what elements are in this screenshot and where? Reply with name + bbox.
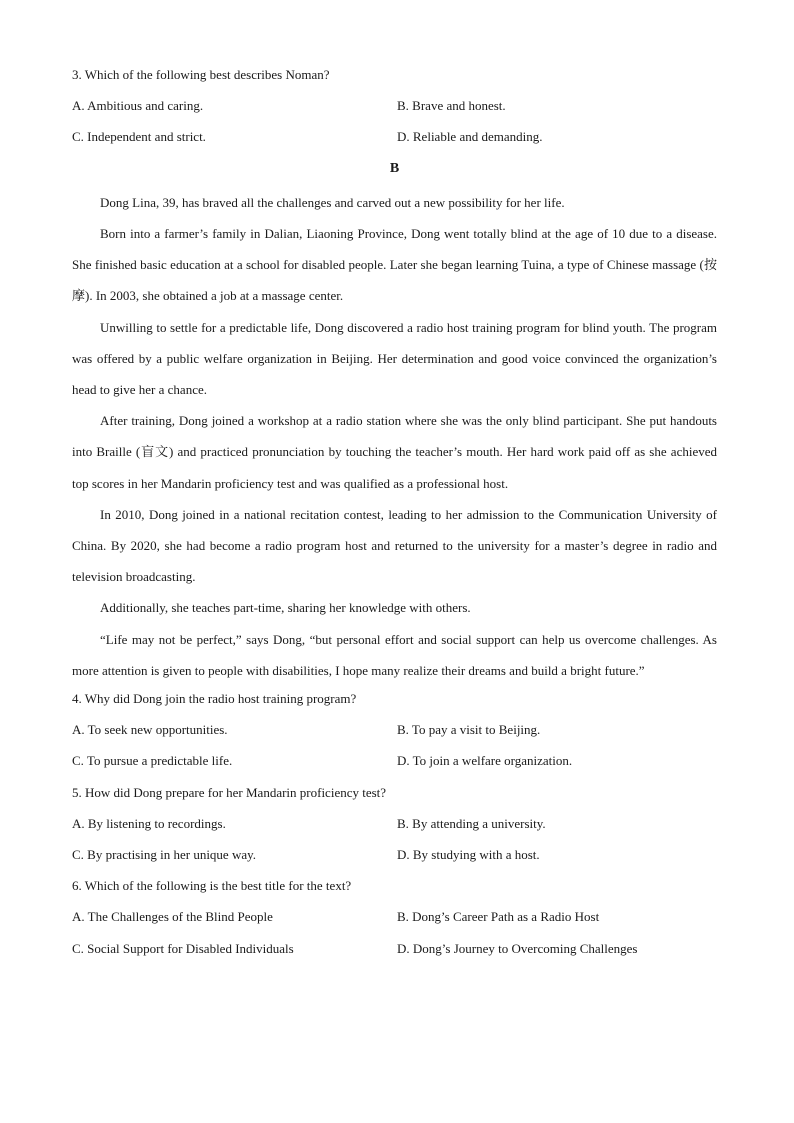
question-4-stem: 4. Why did Dong join the radio host training program?	[72, 691, 357, 706]
q3-option-c: C. Independent and strict.	[72, 129, 206, 145]
question-6-options-row-2	[72, 936, 717, 967]
passage-paragraph-7: “Life may not be perfect,” says Dong, “but personal effort and social support can help us overcome challenges. As more attention is given to people with disabilities, I hope many realize their dreams and build a bright future.”	[72, 631, 717, 678]
q6-option-d: D. Dong’s Journey to Overcoming Challenges	[397, 940, 638, 956]
q3-option-b: B. Brave and honest.	[397, 98, 506, 114]
q4-option-b: B. To pay a visit to Beijing.	[397, 722, 541, 738]
question-5-options-row-1	[72, 811, 717, 842]
question-5-options-row-2	[72, 842, 717, 873]
q5-option-d: D. By studying with a host.	[397, 846, 540, 862]
q6-option-b: B. Dong’s Career Path as a Radio Host	[397, 909, 600, 925]
exam-page	[72, 62, 717, 967]
section-heading-b: B	[389, 160, 400, 176]
question-6-options-row-1	[72, 904, 717, 935]
q4-option-c: C. To pursue a predictable life.	[72, 753, 233, 769]
passage-paragraph-2: Born into a farmer’s family in Dalian, Liaoning Province, Dong went totally blind at the age of 10 due to a disease. She finished basic education at a school for disabled people. Later she began learning Tuina, a type of Chinese massage (按摩). In 2003, she obtained a job at a massage center.	[72, 225, 717, 304]
passage-paragraph-4: After training, Dong joined a workshop at a radio station where she was the only blind participant. She put handouts into Braille (盲文) and practiced pronunciation by touching the teacher’s mouth. Her hard work paid off as she achieved top scores in her Mandarin proficiency test and was qualified as a professional host.	[72, 413, 717, 491]
question-3-options-row-1	[72, 93, 717, 124]
passage-paragraph-5: In 2010, Dong joined in a national recitation contest, leading to her admission to the Communication University of China. By 2020, she had become a radio program host and returned to the university for a master’s degree in radio and television broadcasting.	[72, 506, 717, 585]
q3-option-d: D. Reliable and demanding.	[397, 129, 543, 145]
question-4-options-row-1	[72, 717, 717, 748]
question-4-options-row-2	[72, 748, 717, 779]
question-5-stem: 5. How did Dong prepare for her Mandarin proficiency test?	[72, 784, 387, 800]
question-3-options-row-2	[72, 124, 717, 155]
passage-paragraph-6: Additionally, she teaches part-time, sharing her knowledge with others.	[100, 600, 471, 616]
passage-paragraph-1: Dong Lina, 39, has braved all the challenges and carved out a new possibility for her life.	[100, 194, 565, 210]
q4-option-d: D. To join a welfare organization.	[397, 753, 573, 769]
q5-option-b: B. By attending a university.	[397, 815, 546, 831]
q6-option-c: C. Social Support for Disabled Individuals	[72, 940, 294, 956]
q5-option-a: A. By listening to recordings.	[72, 815, 226, 831]
q4-option-a: A. To seek new opportunities.	[72, 722, 228, 738]
question-6-stem: 6. Which of the following is the best title for the text?	[72, 878, 352, 894]
q5-option-c: C. By practising in her unique way.	[72, 846, 257, 862]
passage-b	[72, 187, 717, 686]
q3-option-a: A. Ambitious and caring.	[72, 98, 204, 114]
passage-paragraph-3: Unwilling to settle for a predictable life, Dong discovered a radio host training program for blind youth. The program was offered by a public welfare organization in Beijing. Her determination and good voice convinced the organization’s head to give her a chance.	[72, 319, 717, 397]
q6-option-a: A. The Challenges of the Blind People	[72, 909, 273, 925]
question-3-stem: 3. Which of the following best describes Noman?	[72, 67, 330, 82]
